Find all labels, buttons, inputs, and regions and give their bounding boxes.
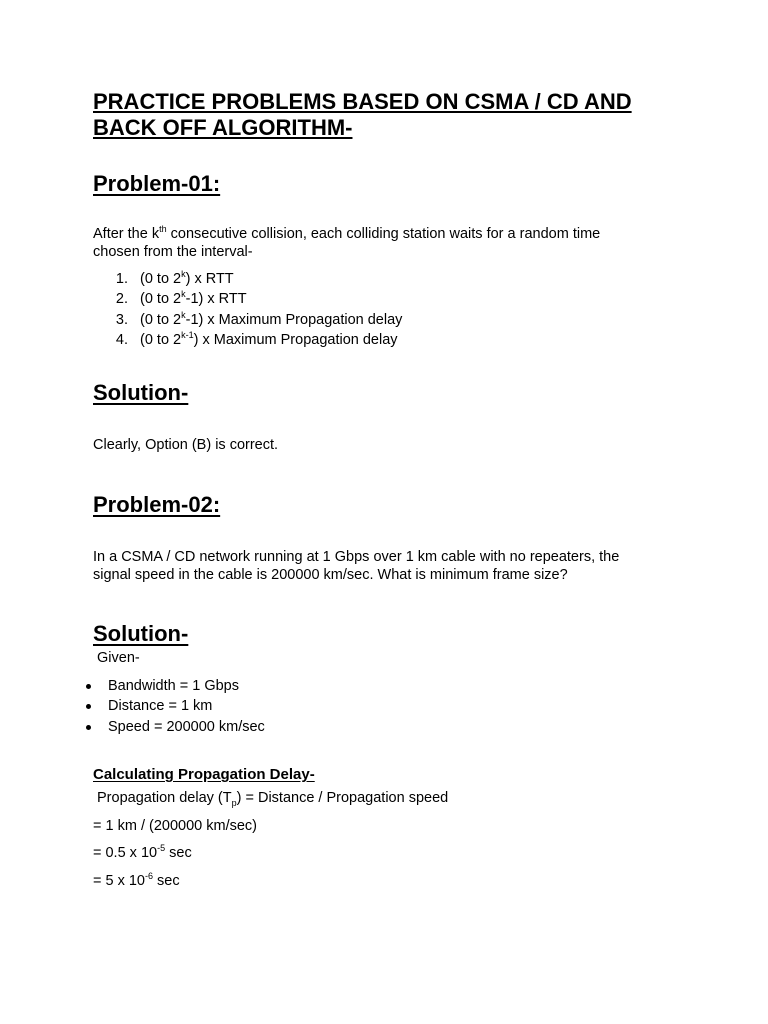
document-title-line-2: BACK OFF ALGORITHM- (93, 115, 353, 140)
bullet-dot-icon (86, 704, 91, 709)
step-3-post: sec (153, 873, 180, 889)
problem-2-heading: Problem-02: (93, 492, 221, 517)
problem-1-heading: Problem-01: (93, 171, 221, 196)
option-3-text (140, 311, 402, 329)
option-1-pre: (0 to 2 (140, 271, 182, 287)
option-4-text (140, 331, 398, 349)
propagation-delay-formula (97, 789, 448, 807)
formula-sub: p (231, 797, 237, 808)
option-1-post: ) x RTT (185, 271, 234, 287)
step-3-pre: = 5 x 10 (93, 873, 145, 889)
option-2-post: -1) x RTT (185, 291, 247, 307)
option-4-post: ) x Maximum Propagation delay (193, 332, 398, 348)
option-3 (106, 311, 506, 329)
bullet-text: Distance = 1 km (108, 698, 213, 714)
given-bullet-distance (80, 697, 380, 715)
step-2-pre: = 0.5 x 10 (93, 845, 158, 861)
option-1-text (140, 270, 234, 288)
problem-2-line-2: signal speed in the cable is 200000 km/sec. What is minimum frame size? (93, 567, 568, 583)
option-3-number: 3. (115, 312, 128, 328)
problem-1-intro-post: consecutive collision, each colliding station waits for a random time (166, 226, 601, 242)
calc-propagation-delay-heading: Calculating Propagation Delay- (93, 766, 315, 783)
solution-2-heading: Solution- (93, 621, 189, 646)
given-bullet-speed (80, 718, 380, 736)
step-2-post: sec (165, 845, 192, 861)
bullet-dot-icon (86, 684, 91, 689)
bullet-text: Bandwidth = 1 Gbps (108, 678, 239, 694)
bullet-dot-icon (86, 725, 91, 730)
given-label: Given- (97, 650, 140, 666)
step-3-sup: -6 (145, 871, 154, 882)
given-bullet-bandwidth (80, 677, 380, 695)
option-4-number: 4. (115, 332, 128, 348)
option-1 (106, 270, 506, 288)
option-4 (106, 331, 506, 349)
step-2-sup: -5 (157, 843, 166, 854)
calc-step-1: = 1 km / (200000 km/sec) (93, 818, 257, 834)
calc-step-2 (93, 844, 192, 862)
problem-1-intro-pre: After the k (93, 226, 160, 242)
option-3-post: -1) x Maximum Propagation delay (185, 312, 403, 328)
option-4-sup: k-1 (181, 330, 194, 341)
option-3-pre: (0 to 2 (140, 312, 182, 328)
formula-pre: Propagation delay (T (97, 790, 232, 806)
option-1-sup: k (181, 269, 186, 280)
problem-1-intro-line-2: chosen from the interval- (93, 244, 253, 260)
solution-1-text: Clearly, Option (B) is correct. (93, 437, 279, 453)
option-1-number: 1. (115, 271, 128, 287)
problem-2-line-1: In a CSMA / CD network running at 1 Gbps over 1 km cable with no repeaters, the (93, 549, 620, 565)
formula-post: ) = Distance / Propagation speed (236, 790, 449, 806)
problem-1-intro-line-1 (93, 225, 600, 243)
document-title-line-1: PRACTICE PROBLEMS BASED ON CSMA / CD AND (93, 89, 632, 114)
solution-1-heading: Solution- (93, 380, 189, 405)
option-4-pre: (0 to 2 (140, 332, 182, 348)
bullet-text: Speed = 200000 km/sec (108, 719, 265, 735)
option-2-text (140, 290, 247, 308)
option-2 (106, 290, 506, 308)
option-2-number: 2. (115, 291, 128, 307)
option-2-pre: (0 to 2 (140, 291, 182, 307)
option-3-sup: k (181, 310, 186, 321)
option-2-sup: k (181, 289, 186, 300)
calc-step-3 (93, 872, 180, 890)
problem-1-intro-sup: th (159, 224, 167, 235)
